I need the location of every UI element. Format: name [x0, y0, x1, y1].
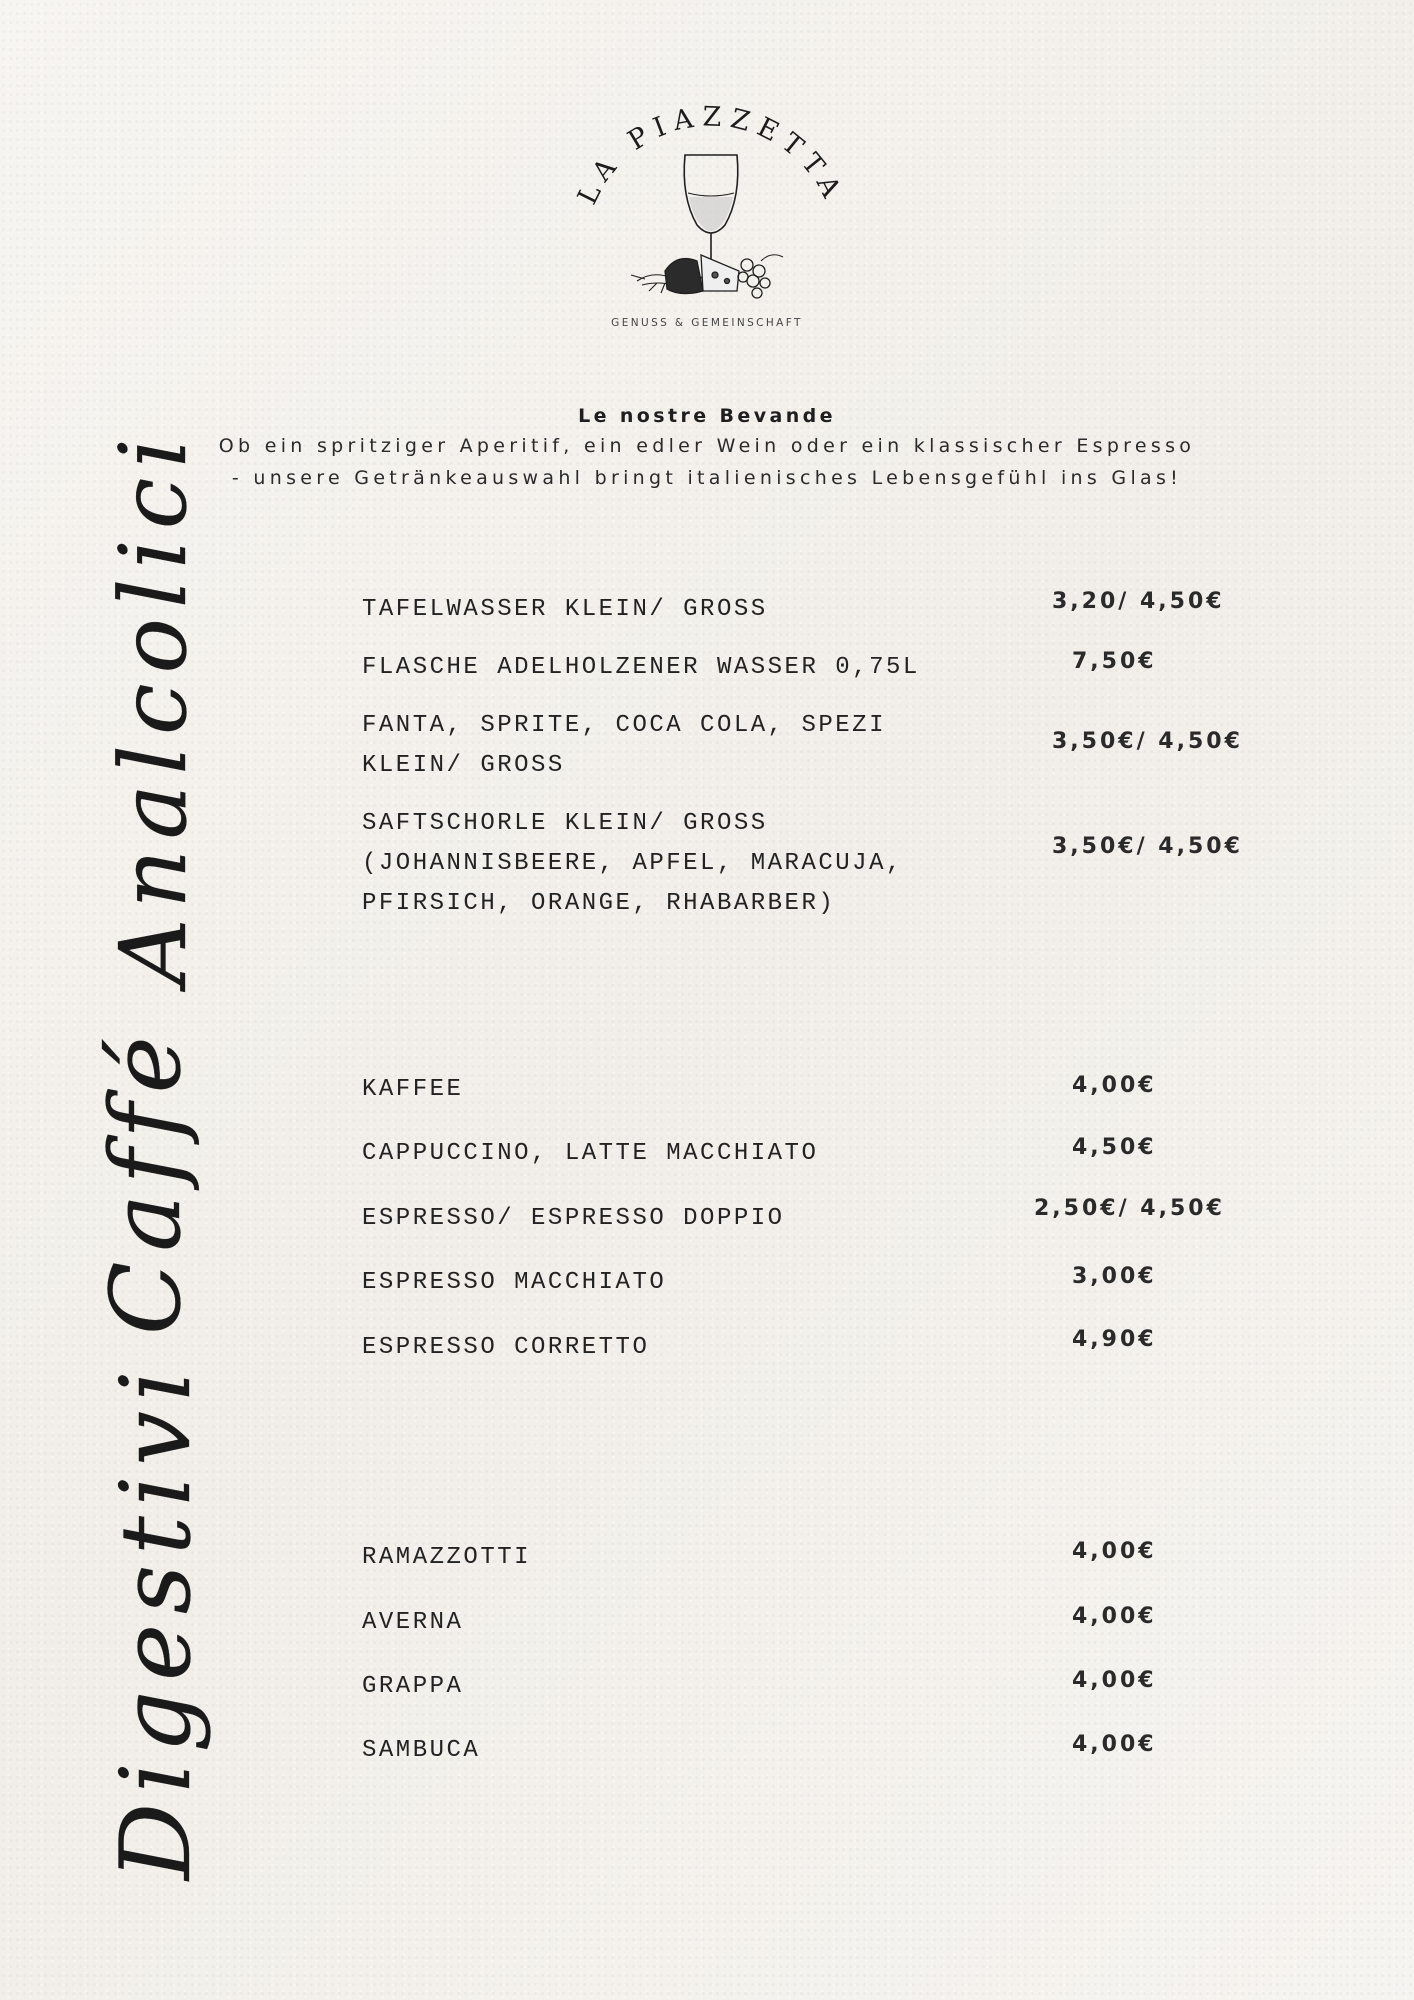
item-name: CAPPUCCINO, LATTE MACCHIATO	[362, 1140, 819, 1167]
logo-graphic	[557, 85, 857, 345]
logo	[557, 85, 857, 345]
section-label-caffe: Caffé	[90, 1026, 202, 1335]
intro-line-2: - unsere Getränkeauswahl bringt italienisches Lebensgefühl ins Glas!	[231, 467, 1183, 489]
item-name: SAFTSCHORLE KLEIN/ GROSS (JOHANNISBEERE, APFEL, MARACUJA, PFIRSICH, ORANGE, RHABARBER)	[362, 810, 903, 917]
item-price: 4,00€	[1072, 1732, 1157, 1757]
item-price: 4,00€	[1072, 1668, 1157, 1693]
item-price: 4,00€	[1072, 1604, 1157, 1629]
section-label-analcolici: Analcolici	[100, 428, 207, 985]
item-name: GRAPPA	[362, 1673, 464, 1700]
intro-line-1: Ob ein spritziger Aperitif, ein edler Wein oder ein klassischer Espresso	[218, 435, 1196, 457]
logo-tagline: GENUSS & GEMEINSCHAFT	[611, 317, 803, 329]
logo-wordmark: LA PIAZZETTA	[571, 101, 851, 210]
section-label-digestivi: Digestivi	[100, 1360, 212, 1880]
item-name: ESPRESSO CORRETTO	[362, 1334, 650, 1361]
item-name: ESPRESSO MACCHIATO	[362, 1269, 667, 1296]
item-price: 4,00€	[1072, 1539, 1157, 1564]
intro	[120, 402, 1294, 494]
item-price: 7,50€	[1072, 649, 1157, 674]
item-name: ESPRESSO/ ESPRESSO DOPPIO	[362, 1205, 785, 1232]
item-price: 3,50€/ 4,50€	[1052, 834, 1243, 859]
item-name: AVERNA	[362, 1609, 464, 1636]
item-price: 3,50€/ 4,50€	[1052, 729, 1243, 754]
item-price: 4,50€	[1072, 1135, 1157, 1160]
item-price: 4,90€	[1072, 1327, 1157, 1352]
item-name: RAMAZZOTTI	[362, 1544, 532, 1571]
item-name: FLASCHE ADELHOLZENER WASSER 0,75L	[362, 654, 920, 681]
item-price: 4,00€	[1072, 1073, 1157, 1098]
item-price: 3,20/ 4,50€	[1052, 589, 1225, 614]
item-price: 2,50€/ 4,50€	[1034, 1196, 1225, 1221]
item-name: KAFFEE	[362, 1076, 464, 1103]
item-name: FANTA, SPRITE, COCA COLA, SPEZI KLEIN/ GROSS	[362, 712, 886, 779]
item-name: SAMBUCA	[362, 1737, 481, 1764]
menu-title: Le nostre Bevande	[578, 405, 836, 427]
item-price: 3,00€	[1072, 1264, 1157, 1289]
food-illustration-icon	[631, 255, 783, 298]
item-name: TAFELWASSER KLEIN/ GROSS	[362, 596, 768, 623]
